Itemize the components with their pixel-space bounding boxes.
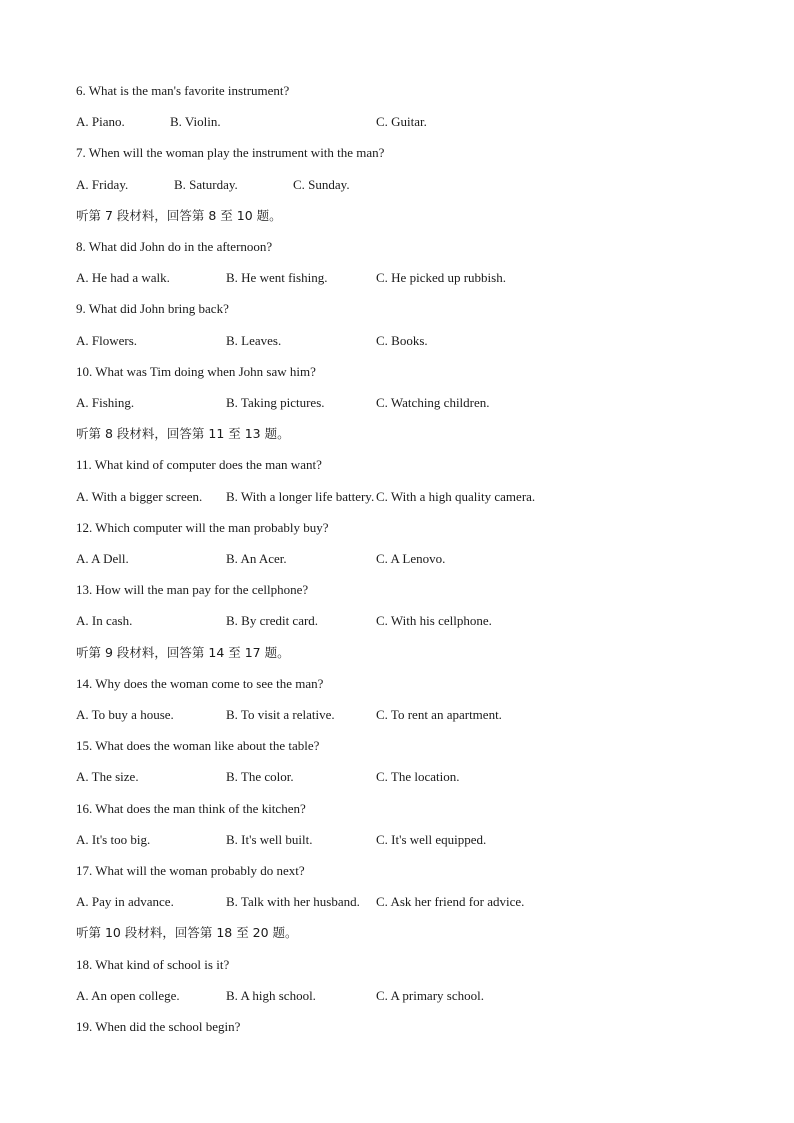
question-text: 19. When did the school begin? — [76, 1019, 241, 1034]
answer-option: A. In cash. — [76, 613, 133, 629]
answer-option: B. Leaves. — [226, 332, 282, 348]
answer-option: A. It's too big. — [76, 831, 151, 847]
answer-option: B. It's well built. — [226, 831, 313, 847]
answer-option: C. Guitar. — [376, 114, 427, 130]
question-text: 17. What will the woman probably do next? — [76, 863, 305, 878]
answer-option: A. An open college. — [76, 987, 180, 1003]
question-text: 11. What kind of computer does the man want? — [76, 457, 322, 473]
section-instruction: 听第 10 段材料，回答第 18 至 20 题。 — [76, 925, 298, 941]
answer-option: C. Books. — [376, 332, 428, 348]
answer-option: B. By credit card. — [226, 613, 319, 629]
answer-option: A. A Dell. — [76, 551, 129, 566]
answer-option: B. Talk with her husband. — [226, 894, 360, 910]
question-text: 10. What was Tim doing when John saw him? — [76, 363, 316, 379]
question-text: 9. What did John bring back? — [76, 301, 229, 317]
answer-option: C. With a high quality camera. — [376, 488, 536, 504]
answer-option: C. With his cellphone. — [376, 613, 492, 629]
answer-option: C. He picked up rubbish. — [376, 270, 506, 286]
answer-option: C. The location. — [376, 769, 460, 785]
question-text: 8. What did John do in the afternoon? — [76, 239, 273, 254]
question-text: 18. What kind of school is it? — [76, 956, 230, 972]
question-text: 14. Why does the woman come to see the man? — [76, 675, 324, 691]
answer-option: C. Ask her friend for advice. — [376, 894, 525, 910]
answer-option: A. With a bigger screen. — [76, 488, 203, 504]
answer-option: A. To buy a house. — [76, 707, 174, 722]
answer-option: B. Violin. — [170, 114, 221, 130]
answer-option: B. An Acer. — [226, 551, 287, 566]
answer-option: C. Sunday. — [293, 176, 350, 192]
section-instruction: 听第 7 段材料，回答第 8 至 10 题。 — [76, 207, 282, 223]
answer-option: B. The color. — [226, 769, 294, 785]
answer-option: A. Piano. — [76, 114, 125, 130]
answer-option: C. A primary school. — [376, 987, 484, 1003]
answer-option: B. Saturday. — [174, 176, 238, 192]
answer-option: B. A high school. — [226, 987, 316, 1003]
question-text: 16. What does the man think of the kitchen? — [76, 800, 306, 816]
answer-option: C. Watching children. — [376, 395, 490, 410]
answer-option: A. Pay in advance. — [76, 894, 174, 910]
question-text: 7. When will the woman play the instrument with the man? — [76, 145, 385, 161]
answer-option: A. He had a walk. — [76, 270, 170, 286]
answer-option: A. Friday. — [76, 176, 129, 192]
answer-option: C. To rent an apartment. — [376, 707, 502, 722]
answer-option: A. The size. — [76, 769, 139, 785]
answer-option: C. A Lenovo. — [376, 551, 446, 566]
answer-option: B. With a longer life battery. — [226, 488, 375, 504]
answer-option: A. Fishing. — [76, 395, 135, 410]
answer-option: B. He went fishing. — [226, 270, 328, 286]
answer-option: C. It's well equipped. — [376, 831, 487, 847]
question-text: 6. What is the man's favorite instrument? — [76, 83, 290, 98]
answer-option: B. Taking pictures. — [226, 395, 325, 410]
answer-option: B. To visit a relative. — [226, 707, 335, 722]
section-instruction: 听第 8 段材料，回答第 11 至 13 题。 — [76, 426, 290, 442]
section-instruction: 听第 9 段材料，回答第 14 至 17 题。 — [76, 644, 290, 660]
question-text: 15. What does the woman like about the table? — [76, 738, 320, 754]
question-text: 12. Which computer will the man probably buy? — [76, 519, 329, 535]
answer-option: A. Flowers. — [76, 332, 138, 348]
question-text: 13. How will the man pay for the cellphone? — [76, 582, 309, 598]
